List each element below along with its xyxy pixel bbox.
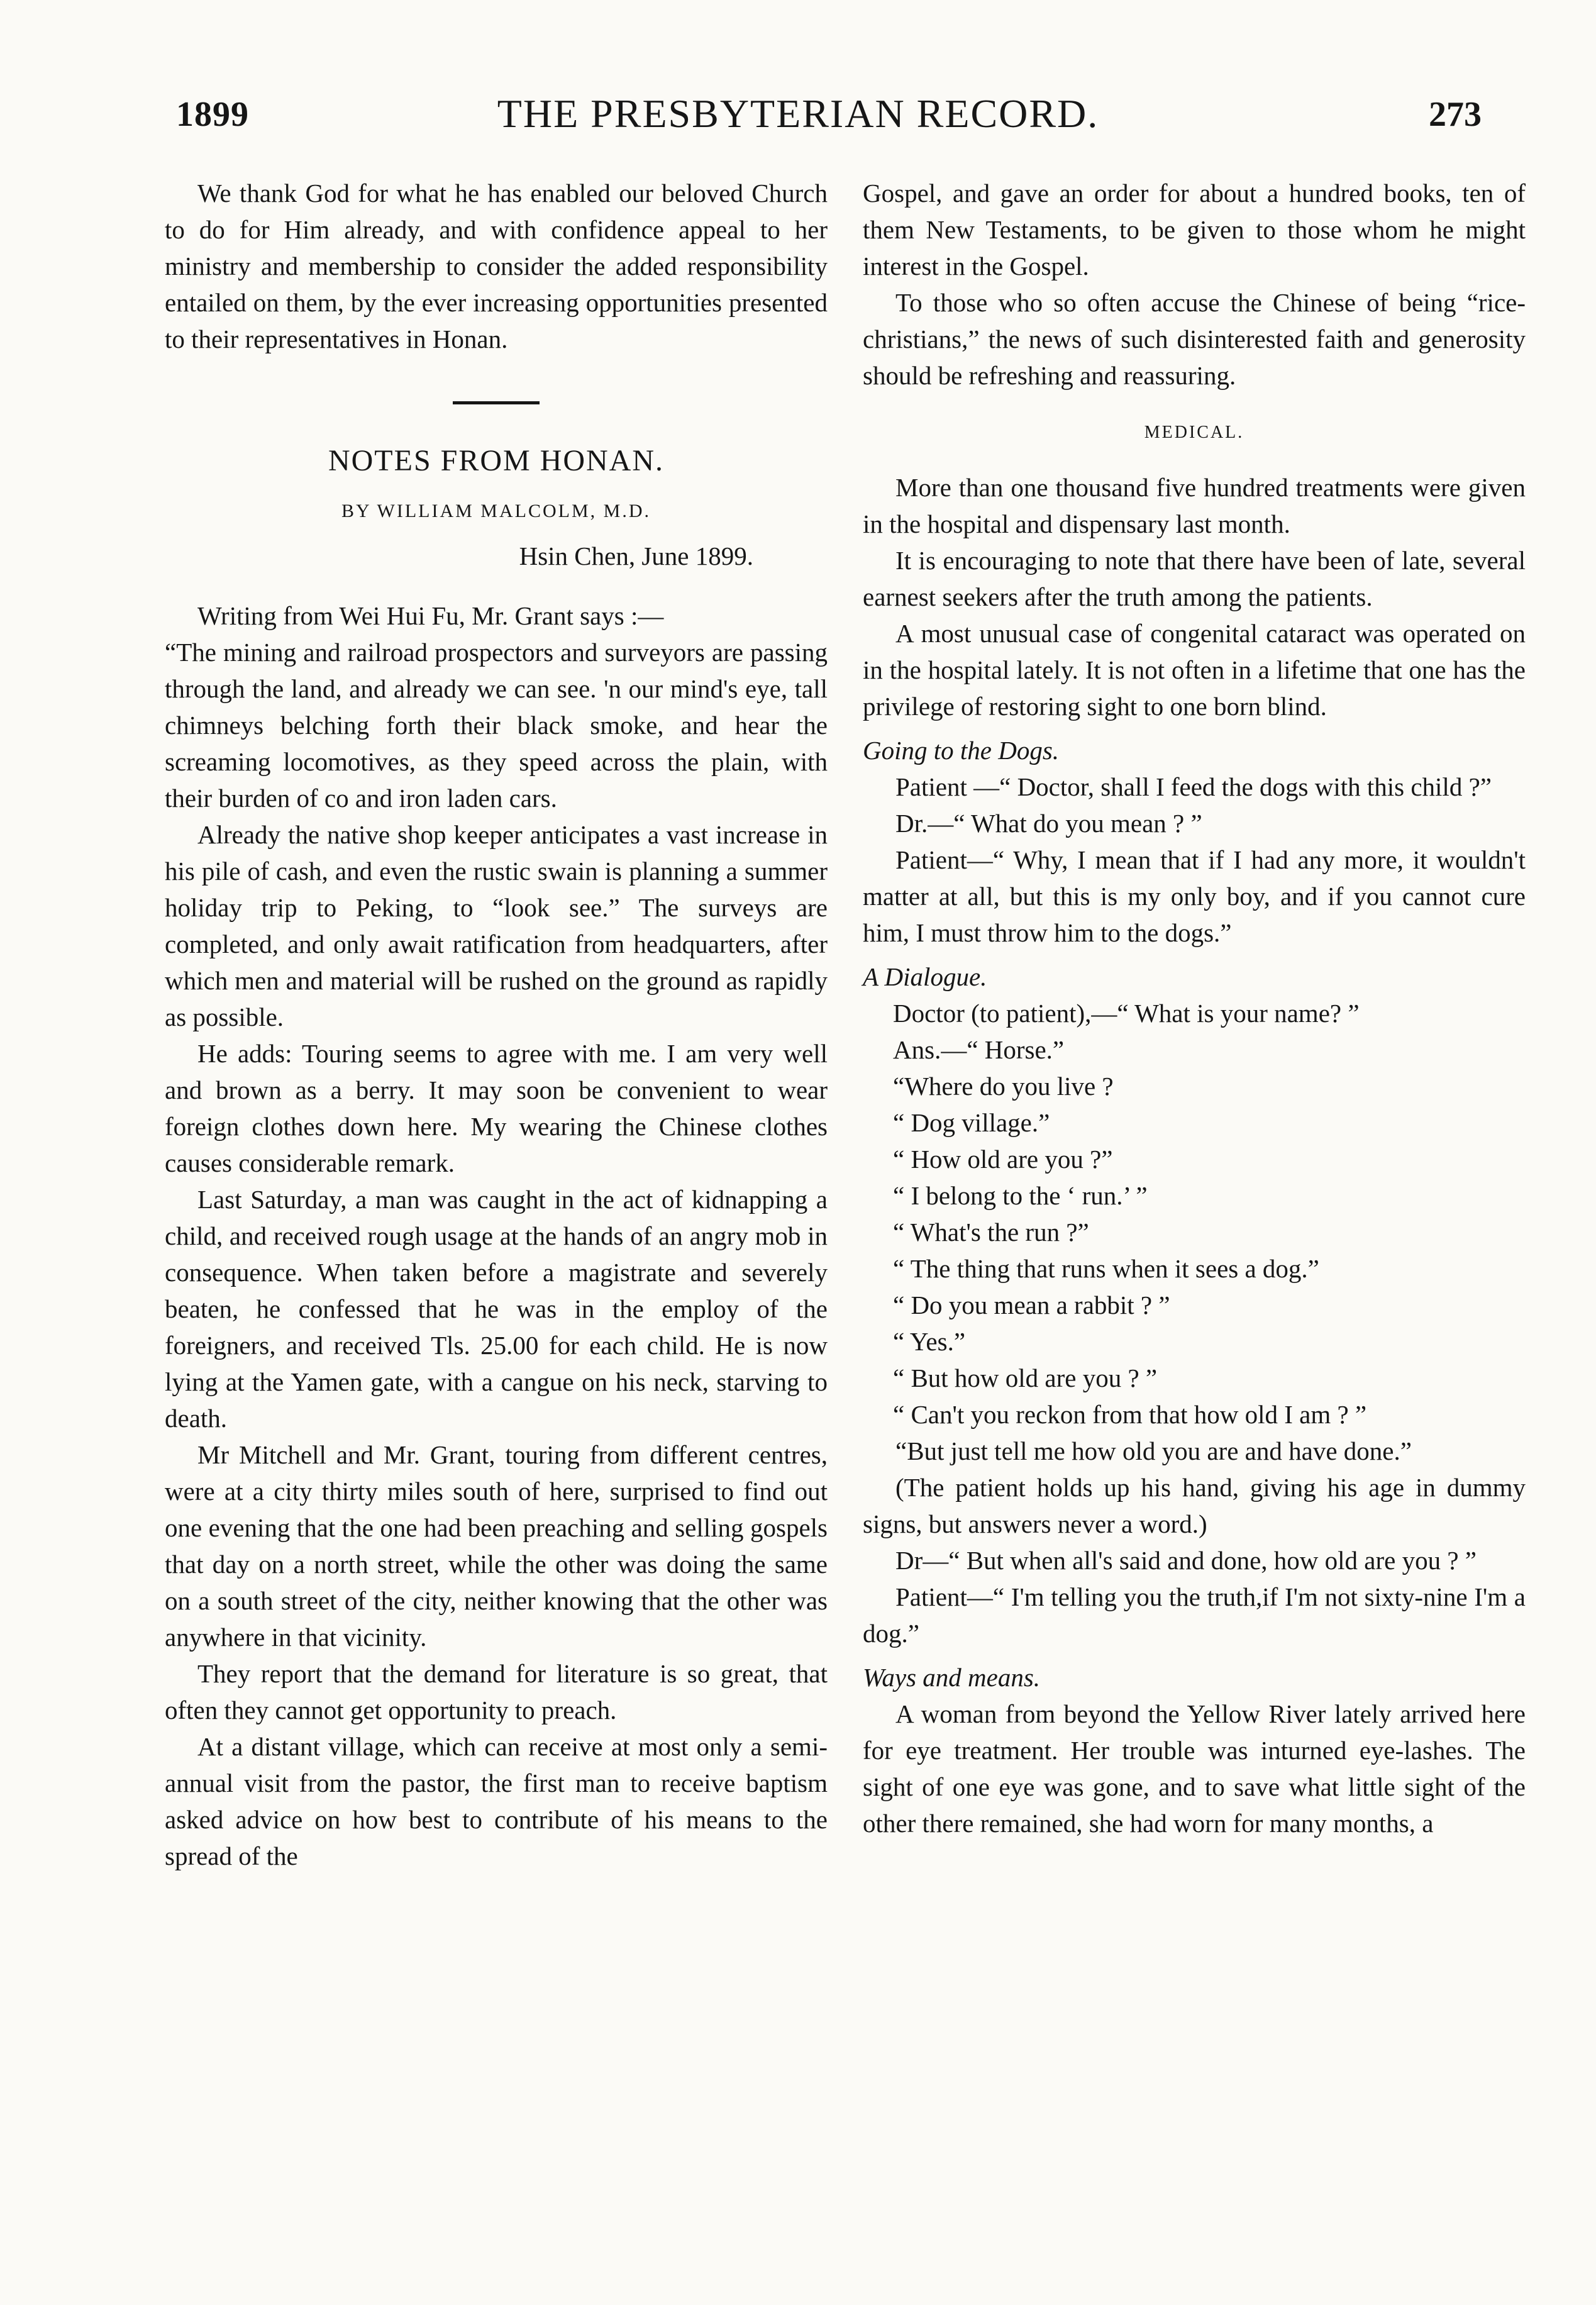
article-paragraph: Writing from Wei Hui Fu, Mr. Grant says :— [197, 601, 664, 630]
continuation-paragraph: Gospel, and gave an order for about a hundred books, ten of them New Testaments, to be given to those whom he might interest in the Gospel. [863, 179, 1526, 280]
article-paragraph: Last Saturday, a man was caught in the act of kidnapping a child, and received rough usage at the hands of an angry mob in consequence. When taken before a magistrate and severely beaten, he confessed that he was in the employ of the foreigners, and received Tls. 25.00 for each child. He is now lying at the Yamen gate, with a cangue on his neck, starving to death. [165, 1185, 828, 1433]
dialogue-line: (The patient holds up his hand, giving his age in dummy signs, but answers never a word.) [863, 1473, 1526, 1538]
dialogue-line: “ What's the run ?” [893, 1218, 1089, 1247]
dialogue-line: “ Dog village.” [893, 1108, 1050, 1137]
article-paragraph: They report that the demand for literature is so great, that often they cannot get opportunity to preach. [165, 1659, 828, 1725]
page-header [0, 91, 1596, 151]
section-title: NOTES FROM HONAN. [328, 444, 665, 477]
medical-heading: MEDICAL. [1144, 423, 1244, 442]
dialogue-line: Patient—“ Why, I mean that if I had any more, it wouldn't matter at all, but this is my only boy, and if you cannot cure him, I must throw him to the dogs.” [863, 845, 1526, 947]
dialogue-line: “But just tell me how old you are and have done.” [895, 1436, 1412, 1465]
dialogue-line: Doctor (to patient),—“ What is your name? ” [893, 999, 1360, 1028]
header-year: 1899 [176, 95, 249, 134]
byline: BY WILLIAM MALCOLM, M.D. [341, 501, 651, 521]
dialogue-line: Ans.—“ Horse.” [893, 1035, 1065, 1064]
section-divider [453, 401, 540, 404]
left-column [165, 175, 828, 1874]
dialogue-line: “ The thing that runs when it sees a dog.” [893, 1254, 1319, 1283]
dialogue-line: Patient—“ I'm telling you the truth,if I'm not sixty-nine I'm a dog.” [863, 1582, 1526, 1648]
article-paragraph: He adds: Touring seems to agree with me. I am very well and brown as a berry. It may soon be convenient to wear foreign clothes down here. My wearing the Chinese clothes causes considerable remark. [165, 1039, 828, 1177]
dialogue-line: “ Do you mean a rabbit ? ” [893, 1291, 1170, 1319]
article-paragraph: To those who so often accuse the Chinese of being “rice-christians,” the news of such disinterested faith and generosity should be refreshing and reassuring. [863, 288, 1526, 390]
dialogue-line: “ Yes.” [893, 1327, 966, 1356]
article-paragraph: A woman from beyond the Yellow River lately arrived here for eye treatment. Her trouble was inturned eye-lashes. The sight of one eye was gone, and to save what little sight of the other there remained, she had worn for many months, a [863, 1699, 1526, 1838]
subheading-going-to-the-dogs: Going to the Dogs. [863, 736, 1060, 765]
intro-paragraph: We thank God for what he has enabled our beloved Church to do for Him already, and with confidence appeal to her ministry and membership to consider the added responsibility entailed on them, by the ever increasing opportunities presented to their representatives in Honan. [165, 179, 828, 353]
dialogue-line: “ How old are you ?” [893, 1145, 1113, 1174]
dialogue-line: “ I belong to the ‘ run.’ ” [893, 1181, 1148, 1210]
dialogue-line: “ Can't you reckon from that how old I am ? ” [893, 1400, 1367, 1429]
dialogue-line: Dr—“ But when all's said and done, how old are you ? ” [895, 1546, 1477, 1575]
right-column [863, 175, 1526, 1841]
medical-paragraph: It is encouraging to note that there have been of late, several earnest seekers after the truth among the patients. [863, 546, 1526, 611]
subheading-ways-and-means: Ways and means. [863, 1663, 1041, 1692]
dialogue-line: “Where do you live ? [893, 1072, 1114, 1101]
medical-paragraph: A most unusual case of congenital cataract was operated on in the hospital lately. It is not often in a lifetime that one has the privilege of restoring sight to one born blind. [863, 619, 1526, 721]
publication-title: THE PRESBYTERIAN RECORD. [497, 91, 1099, 136]
dialogue-line: Patient —“ Doctor, shall I feed the dogs with this child ?” [895, 772, 1492, 801]
article-paragraph: At a distant village, which can receive at most only a semi-annual visit from the pastor, the first man to receive baptism asked advice on how best to contribute of his means to the spread of the [165, 1732, 828, 1870]
subheading-a-dialogue: A Dialogue. [863, 962, 987, 991]
dialogue-line: “ But how old are you ? ” [893, 1364, 1158, 1392]
article-paragraph: Mr Mitchell and Mr. Grant, touring from different centres, were at a city thirty miles south of here, surprised to find out one evening that the one had been preaching and selling gospels that day on a north street, while the other was doing the same on a south street of the city, neither knowing that the other was anywhere in that vicinity. [165, 1440, 828, 1652]
dialogue-line: Dr.—“ What do you mean ? ” [895, 809, 1202, 838]
article-paragraph: “The mining and railroad prospectors and surveyors are passing through the land, and already we can see. 'n our mind's eye, tall chimneys belching forth their black smoke, and hear the screaming locomotives, as they speed across the plain, with their burden of co and iron laden cars. [165, 638, 828, 813]
medical-paragraph: More than one thousand five hundred treatments were given in the hospital and dispensary last month. [863, 473, 1526, 538]
dateline: Hsin Chen, June 1899. [519, 542, 753, 570]
page-number: 273 [1429, 95, 1482, 134]
article-paragraph: Already the native shop keeper anticipates a vast increase in his pile of cash, and even the rustic swain is planning a summer holiday trip to Peking, to “look see.” The surveys are completed, and only await ratification from headquarters, after which men and material will be rushed on the ground as rapidly as possible. [165, 820, 828, 1031]
